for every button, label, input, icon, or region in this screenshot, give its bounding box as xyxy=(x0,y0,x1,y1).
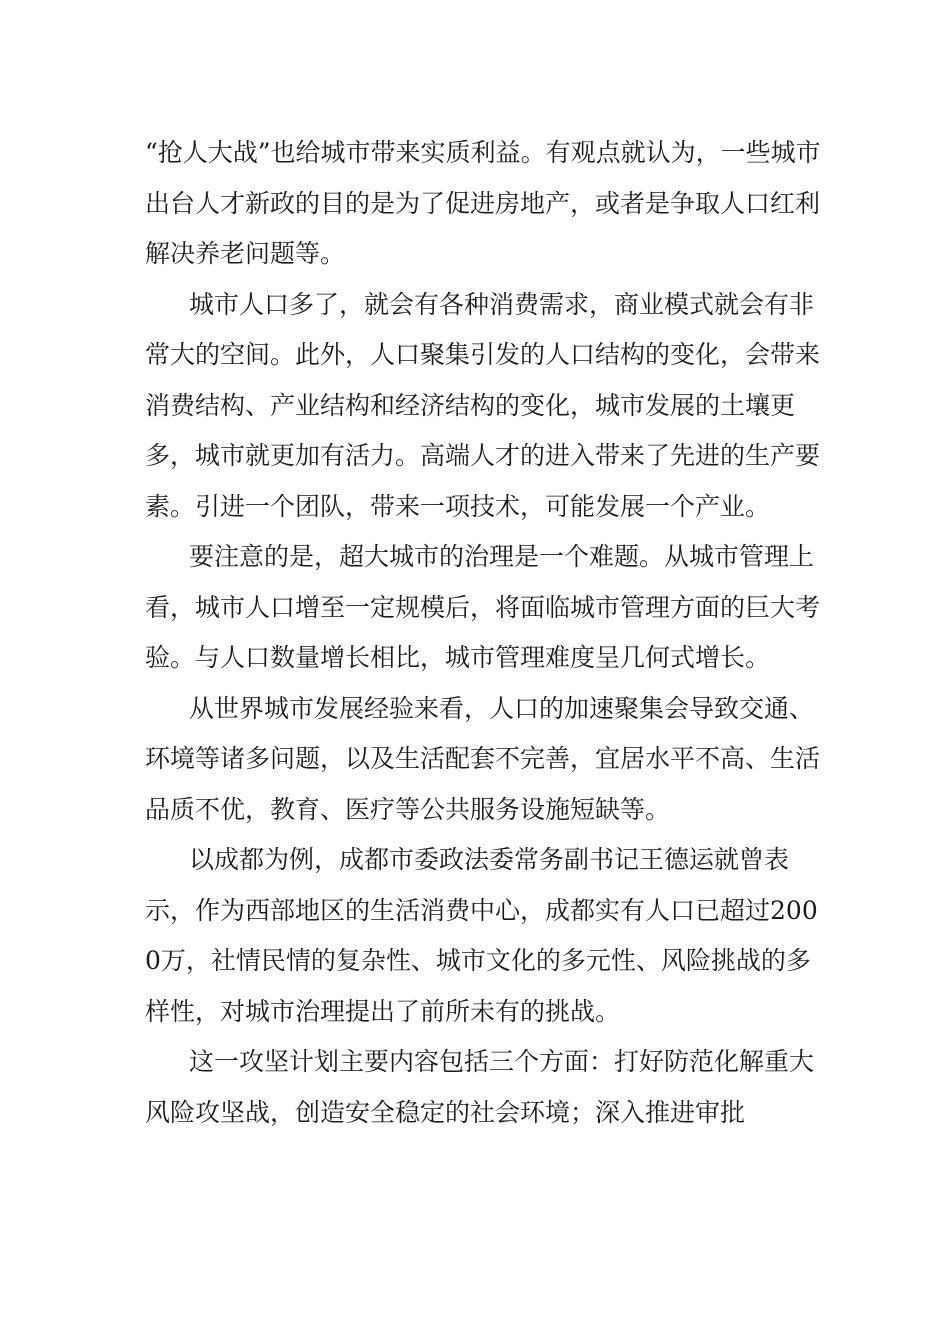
paragraph-1: “抢人大战”也给城市带来实质利益。有观点就认为，一些城市出台人才新政的目的是为了促进房地产，或者是争取人口红利解决养老问题等。 xyxy=(145,138,821,268)
paragraph-6: 这一攻坚计划主要内容包括三个方面：打好防范化解重大风险攻坚战，创造安全稳定的社会环境；深入推进审批 xyxy=(145,1047,815,1127)
document-page xyxy=(145,128,825,1138)
paragraph-3: 要注意的是，超大城市的治理是一个难题。从城市管理上看，城市人口增至一定规模后，将面临城市管理方面的巨大考验。与人口数量增长相比，城市管理难度呈几何式增长。 xyxy=(145,542,821,672)
paragraph-2: 城市人口多了，就会有各种消费需求，商业模式就会有非常大的空间。此外，人口聚集引发的人口结构的变化，会带来消费结构、产业结构和经济结构的变化，城市发展的土壤更多，城市就更加有活力。高端人才的进入带来了先进的生产要素。引进一个团队，带来一项技术，可能发展一个产业。 xyxy=(145,289,821,521)
paragraph-5: 以成都为例，成都市委政法委常务副书记王德运就曾表示，作为西部地区的生活消费中心，成都实有人口已超过2000万，社情民情的复杂性、城市文化的多元性、风险挑战的多样性，对城市治理提出了前所未有的挑战。 xyxy=(145,845,818,1026)
paragraph-4: 从世界城市发展经验来看，人口的加速聚集会导致交通、环境等诸多问题，以及生活配套不完善，宜居水平不高、生活品质不优，教育、医疗等公共服务设施短缺等。 xyxy=(145,693,821,824)
